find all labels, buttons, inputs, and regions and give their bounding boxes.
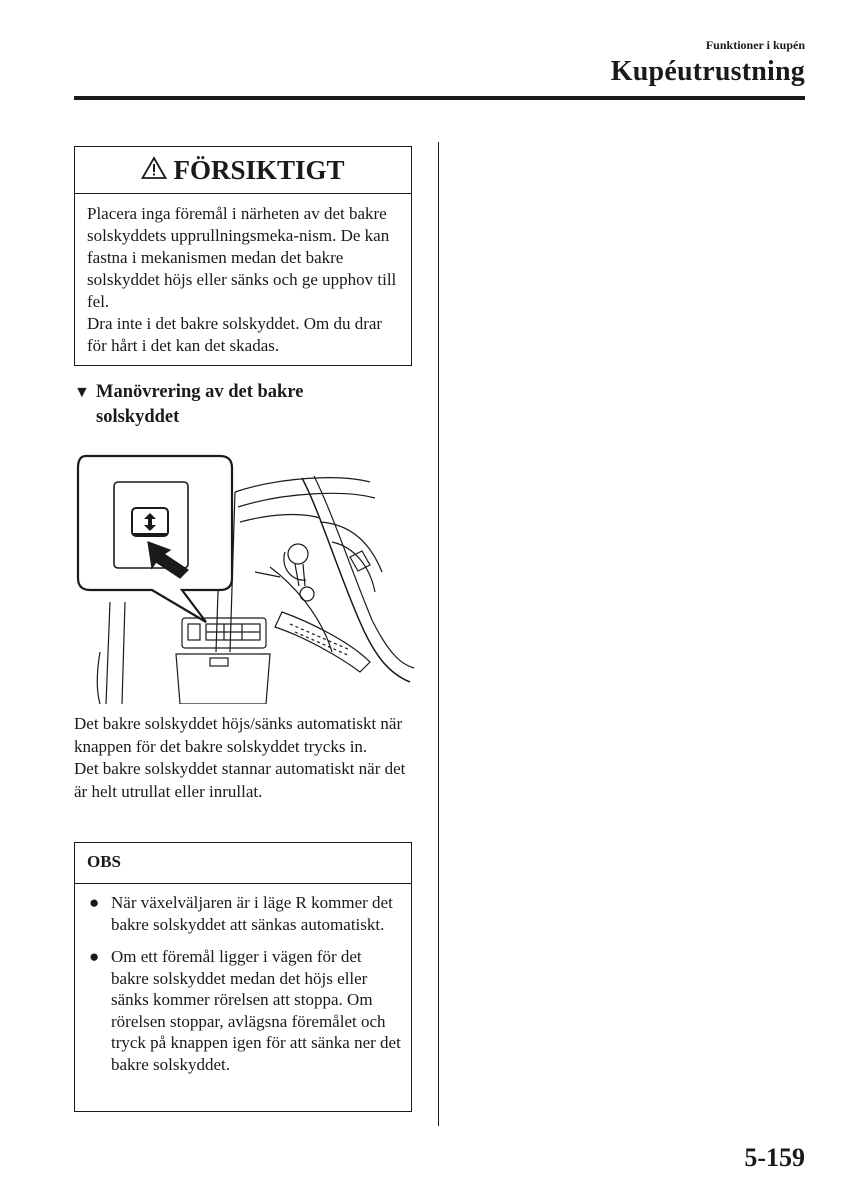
triangle-down-icon: ▼ bbox=[74, 384, 90, 401]
chapter-label: Funktioner i kupén bbox=[705, 38, 805, 52]
switch-panel-icon bbox=[176, 618, 270, 704]
caution-title: FÖRSIKTIGT bbox=[173, 154, 345, 185]
obs-item-text: Om ett föremål ligger i vägen för det bakre solskyddet medan det höjs eller sänks kommer rörelsen att stoppa. Om rörelsen stoppar, avlägsna föremålet och tryck på knappen igen för att sänka ner det bakre solskyddet. bbox=[111, 947, 401, 1074]
obs-list bbox=[75, 884, 411, 1075]
subsection-title-line2: solskyddet bbox=[96, 407, 180, 427]
section-title: Kupéutrustning bbox=[610, 56, 805, 87]
warning-triangle-icon bbox=[141, 156, 167, 185]
body-paragraph: Det bakre solskyddet stannar automatiskt när det är helt utrullat eller inrullat. bbox=[74, 759, 406, 801]
column-divider bbox=[438, 142, 439, 1126]
header-rule bbox=[74, 96, 805, 100]
caution-body bbox=[75, 194, 411, 357]
caution-header bbox=[75, 147, 411, 194]
list-item bbox=[87, 892, 401, 935]
obs-item-text: När växelväljaren är i läge R kommer det bakre solskyddet att sänkas automatiskt. bbox=[111, 893, 393, 934]
obs-title: OBS bbox=[75, 843, 411, 884]
body-text bbox=[74, 713, 419, 803]
caution-paragraph: Placera inga föremål i närheten av det bakre solskyddets upprullningsmeka-nism. De kan fastna i mekanismen medan det bakre solskyddet höjs eller sänks och ge upphov till fel. bbox=[87, 204, 397, 311]
obs-box bbox=[74, 842, 412, 1112]
caution-box bbox=[74, 146, 412, 366]
callout-magnifier bbox=[78, 456, 232, 622]
body-paragraph: Det bakre solskyddet höjs/sänks automatiskt när knappen för det bakre solskyddet trycks in. bbox=[74, 714, 403, 756]
page-number: 5-159 bbox=[744, 1143, 805, 1172]
illustration bbox=[70, 452, 416, 704]
subsection-title-line1: Manövrering av det bakre bbox=[96, 382, 304, 402]
bullet-icon: ● bbox=[89, 947, 100, 966]
caution-paragraph: Dra inte i det bakre solskyddet. Om du drar för hårt i det kan det skadas. bbox=[87, 314, 383, 355]
bullet-icon: ● bbox=[89, 893, 100, 912]
subsection-heading bbox=[74, 380, 404, 430]
list-item bbox=[87, 946, 401, 1075]
